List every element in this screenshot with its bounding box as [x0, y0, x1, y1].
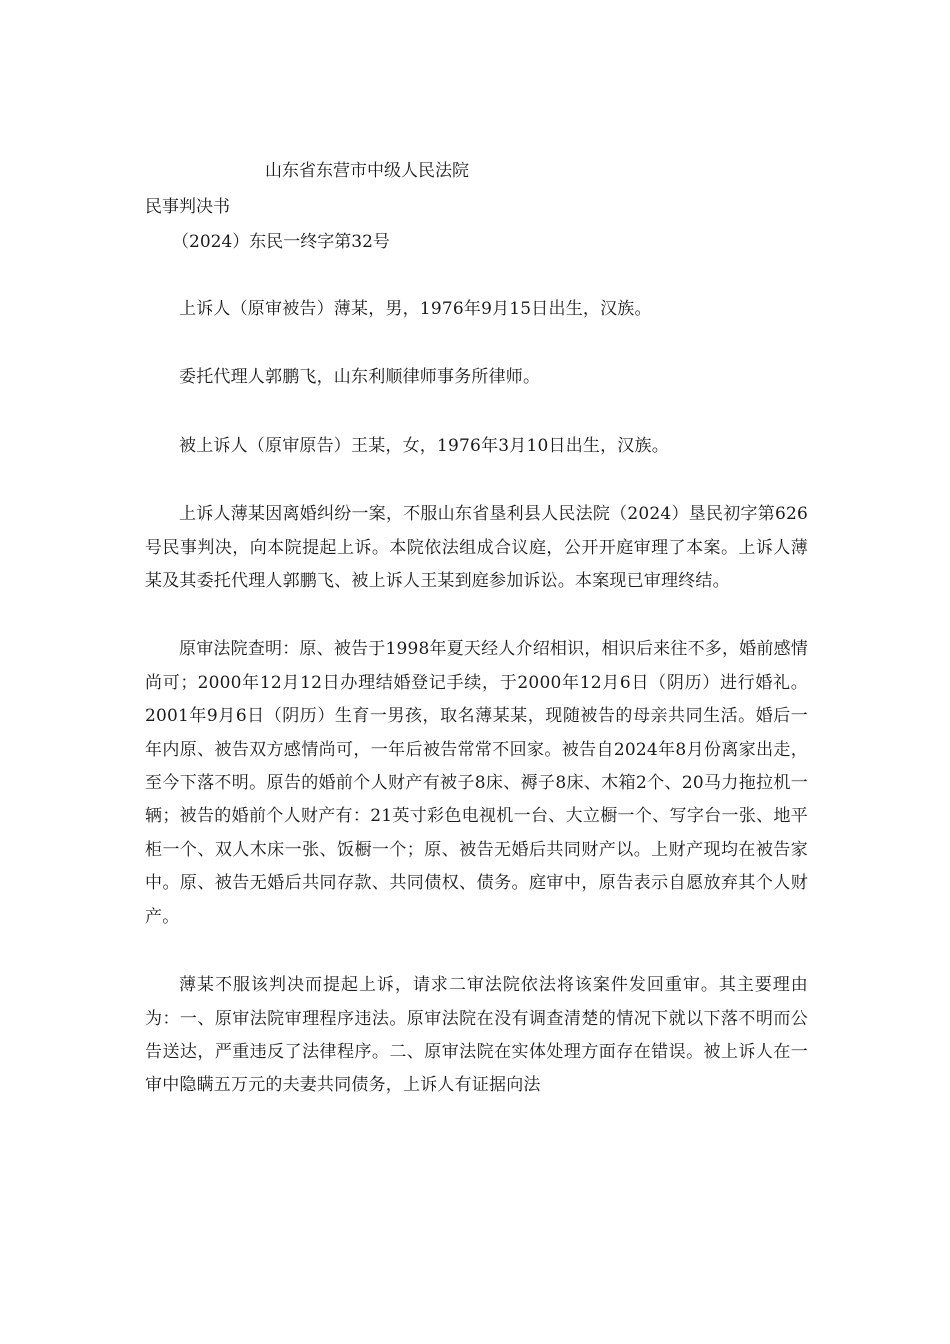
original-findings-paragraph: 原审法院查明：原、被告于1998年夏天经人介绍相识，相识后来往不多，婚前感情尚可；2000年12月12日办理结婚登记手续，于2000年12月6日（阴历）进行婚礼。2001年9月6日（阴历）生育一男孩，取名薄某某，现随被告的母亲共同生活。婚后一年内原、被告双方感情尚可，一年后被告常常不回家。被告自2024年8月份离家出走，至今下落不明。原告的婚前个人财产有被子8床、褥子8床、木箱2个、20马力拖拉机一辆；被告的婚前个人财产有：21英寸彩色电视机一台、大立橱一个、写字台一张、地平柜一个、双人木床一张、饭橱一个；原、被告无婚后共同财产以。上财产现均在被告家中。原、被告无婚后共同存款、共同债权、债务。庭审中，原告表示自愿放弃其个人财产。 — [145, 639, 808, 927]
court-name: 山东省东营市中级人民法院 — [265, 161, 469, 181]
appeal-grounds-paragraph: 薄某不服该判决而提起上诉，请求二审法院依法将该案件发回重审。其主要理由为：一、原审法院审理程序违法。原审法院在没有调查清楚的情况下就以下落不明而公告送达，严重违反了法律程序。二、原审法院在实体处理方面存在错误。被上诉人在一审中隐瞒五万元的夫妻共同债务，上诉人有证据向法 — [145, 975, 808, 1096]
judgment-body — [145, 293, 808, 1138]
case-number: （2024）东民一终字第32号 — [172, 232, 390, 252]
appellee-info: 被上诉人（原审原告）王某，女，1976年3月10日出生，汉族。 — [179, 435, 669, 456]
document-type: 民事判决书 — [145, 197, 230, 217]
agent-info: 委托代理人郭鹏飞，山东利顺律师事务所律师。 — [179, 367, 541, 388]
appellant-info: 上诉人（原审被告）薄某，男，1976年9月15日出生，汉族。 — [179, 299, 652, 319]
case-summary-paragraph: 上诉人薄某因离婚纠纷一案，不服山东省垦利县人民法院（2024）垦民初字第626号民事判决，向本院提起上诉。本院依法组成合议庭，公开开庭审理了本案。上诉人薄某及其委托代理人郭鹏飞、被上诉人王某到庭参加诉讼。本案现已审理终结。 — [145, 504, 808, 592]
